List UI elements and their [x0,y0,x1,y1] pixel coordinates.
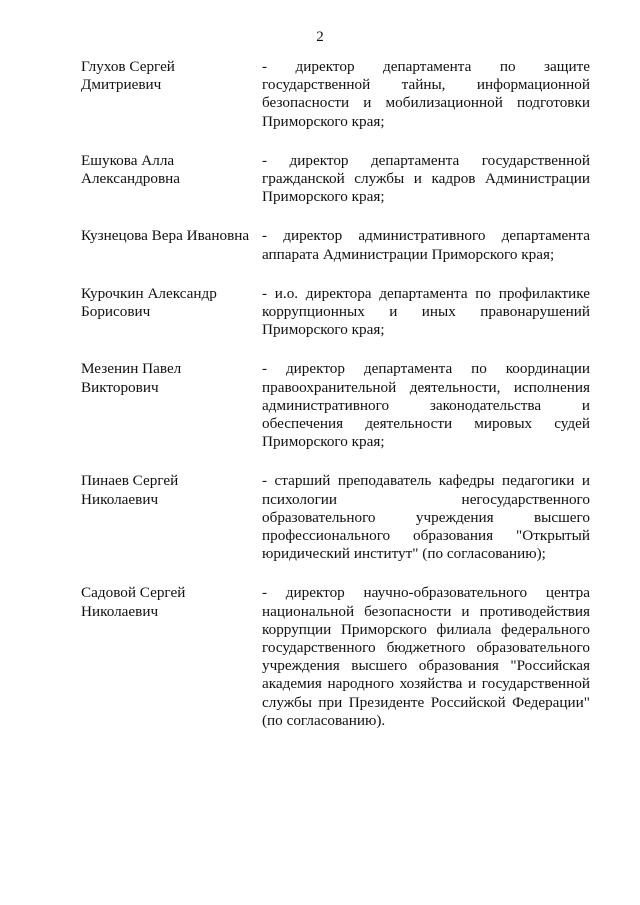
description-line: - и.о. директора департамента по профилактике [262,284,590,302]
person-name-line: Николаевич [81,602,159,620]
position-description [262,227,590,263]
position-description [262,584,590,730]
description-line: административного законодательства и [262,396,590,414]
list-item [81,227,590,263]
description-line: учреждения высшего образования "Российская [262,657,590,675]
person-name [81,472,262,508]
person-name [81,58,262,94]
list-item [81,285,590,340]
description-line: Приморского края; [262,112,385,130]
description-line: обеспечения деятельности мировых судей [262,415,590,433]
description-line: безопасности и мобилизационной подготовки [262,94,590,112]
member-list [81,58,590,751]
description-line: национальной безопасности и противодействия [262,602,590,620]
person-name-line: Александровна [81,170,181,188]
person-name [81,584,262,620]
list-item [81,360,590,451]
person-name-line: Кузнецова Вера Ивановна [81,227,250,245]
description-line: аппарата Администрации Приморского края; [262,245,555,263]
position-description [262,58,590,131]
position-description [262,152,590,207]
description-line: Приморского края; [262,321,385,339]
person-name-line: Дмитриевич [81,76,162,94]
list-item [81,152,590,207]
page-number: 2 [316,29,324,45]
description-line: государственной тайны, информационной [262,76,590,94]
person-name [81,285,262,321]
description-line: государственного бюджетного образовательного [262,639,590,657]
list-item [81,472,590,563]
description-line: (по согласованию). [262,711,386,729]
person-name-line: Ешукова Алла [81,151,175,169]
person-name-line: Курочкин Александр [81,284,217,302]
description-line: - директор научно-образовательного центра [262,584,590,602]
description-line: - директор департамента государственной [262,151,590,169]
person-name [81,360,262,396]
person-name-line: Мезенин Павел [81,360,182,378]
person-name-line: Пинаев Сергей [81,472,179,490]
description-line: - старший преподаватель кафедры педагогики и [262,472,590,490]
person-name [81,227,262,245]
list-item [81,584,590,730]
description-line: службы при Президенте Российской Федерации" [262,693,590,711]
list-item [81,58,590,131]
description-line: коррупции Приморского филиала федерального [262,620,590,638]
position-description [262,285,590,340]
description-line: коррупционных и иных правонарушений [262,303,590,321]
description-line: гражданской службы и кадров Администрации [262,170,590,188]
description-line: - директор департамента по координации [262,360,590,378]
description-line: Приморского края; [262,433,385,451]
description-line: академия народного хозяйства и государственной [262,675,590,693]
description-line: правоохранительной деятельности, исполнения [262,378,590,396]
person-name-line: Викторович [81,378,159,396]
person-name-line: Николаевич [81,490,159,508]
description-line: - директор департамента по защите [262,58,590,75]
description-line: - директор административного департамента [262,227,590,245]
person-name-line: Глухов Сергей [81,58,175,75]
person-name-line: Борисович [81,303,151,321]
description-line: образовательного учреждения высшего [262,508,590,526]
position-description [262,472,590,563]
person-name-line: Садовой Сергей [81,584,186,602]
position-description [262,360,590,451]
description-line: юридический институт" (по согласованию); [262,545,546,563]
description-line: психологии негосударственного [262,490,590,508]
description-line: Приморского края; [262,188,385,206]
description-line: профессионального образования "Открытый [262,527,590,545]
person-name [81,152,262,188]
